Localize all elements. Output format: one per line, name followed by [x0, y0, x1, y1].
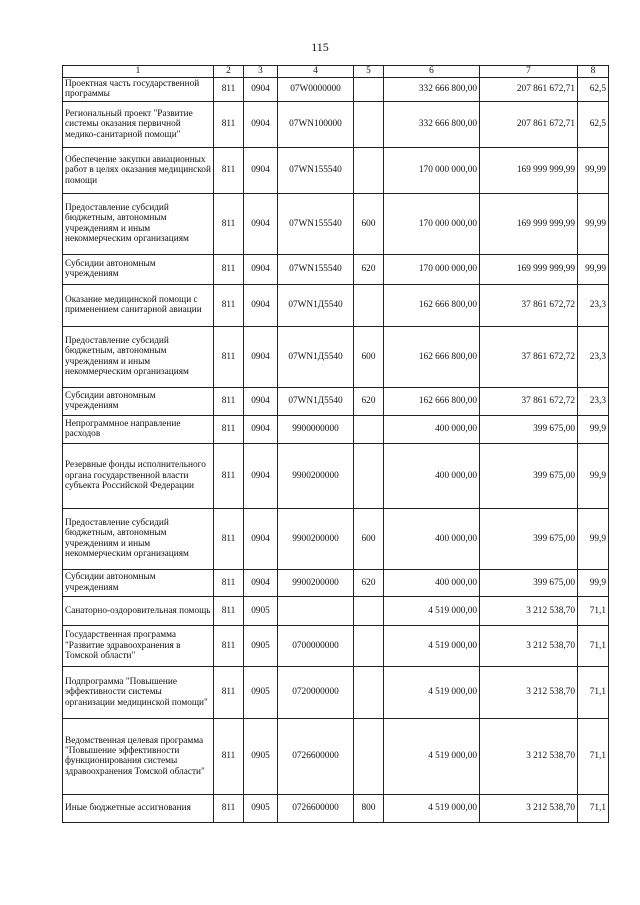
expense-type-cell: 600 [354, 508, 384, 569]
grbs-code-cell: 811 [214, 284, 244, 326]
plan-amount-cell: 400 000,00 [384, 569, 480, 596]
fact-amount-cell: 169 999 999,99 [480, 193, 578, 254]
grbs-code-cell: 811 [214, 508, 244, 569]
percent-cell: 62,5 [578, 78, 609, 102]
percent-cell: 71,1 [578, 596, 609, 625]
expense-type-cell: 600 [354, 193, 384, 254]
section-code-cell: 0904 [244, 254, 278, 284]
column-header: 7 [480, 66, 578, 78]
percent-cell: 23,3 [578, 326, 609, 387]
section-code-cell: 0904 [244, 415, 278, 443]
table-row [63, 147, 609, 193]
percent-cell: 23,3 [578, 284, 609, 326]
section-code-cell: 0905 [244, 794, 278, 822]
row-name-cell: Проектная часть государственной программы [63, 78, 214, 102]
fact-amount-cell: 3 212 538,70 [480, 794, 578, 822]
table-row [63, 794, 609, 822]
grbs-code-cell: 811 [214, 569, 244, 596]
fact-amount-cell: 3 212 538,70 [480, 625, 578, 666]
expense-type-cell [354, 596, 384, 625]
target-article-cell: 0726600000 [278, 794, 354, 822]
plan-amount-cell: 162 666 800,00 [384, 284, 480, 326]
expense-type-cell [354, 101, 384, 147]
grbs-code-cell: 811 [214, 101, 244, 147]
plan-amount-cell: 400 000,00 [384, 443, 480, 508]
expense-type-cell [354, 147, 384, 193]
table-row [63, 387, 609, 415]
fact-amount-cell: 169 999 999,99 [480, 254, 578, 284]
plan-amount-cell: 162 666 800,00 [384, 326, 480, 387]
target-article-cell: 07W0000000 [278, 78, 354, 102]
column-header: 5 [354, 66, 384, 78]
section-code-cell: 0904 [244, 508, 278, 569]
table-row [63, 101, 609, 147]
grbs-code-cell: 811 [214, 254, 244, 284]
section-code-cell: 0904 [244, 147, 278, 193]
grbs-code-cell: 811 [214, 625, 244, 666]
column-header: 2 [214, 66, 244, 78]
expense-type-cell [354, 443, 384, 508]
percent-cell: 71,1 [578, 794, 609, 822]
section-code-cell: 0905 [244, 625, 278, 666]
row-name-cell: Субсидии автономным учреждениям [63, 254, 214, 284]
section-code-cell: 0904 [244, 569, 278, 596]
percent-cell: 99,9 [578, 508, 609, 569]
table-row [63, 569, 609, 596]
grbs-code-cell: 811 [214, 718, 244, 794]
target-article-cell: 07WN100000 [278, 101, 354, 147]
row-name-cell: Субсидии автономным учреждениям [63, 569, 214, 596]
plan-amount-cell: 400 000,00 [384, 415, 480, 443]
percent-cell: 71,1 [578, 625, 609, 666]
row-name-cell: Региональный проект "Развитие системы оказания первичной медико-санитарной помощи" [63, 101, 214, 147]
plan-amount-cell: 4 519 000,00 [384, 794, 480, 822]
grbs-code-cell: 811 [214, 415, 244, 443]
grbs-code-cell: 811 [214, 443, 244, 508]
target-article-cell: 07WN155540 [278, 254, 354, 284]
row-name-cell: Подпрограмма "Повышение эффективности системы организации медицинской помощи" [63, 666, 214, 718]
plan-amount-cell: 170 000 000,00 [384, 147, 480, 193]
section-code-cell: 0904 [244, 284, 278, 326]
fact-amount-cell: 399 675,00 [480, 415, 578, 443]
plan-amount-cell: 4 519 000,00 [384, 666, 480, 718]
grbs-code-cell: 811 [214, 78, 244, 102]
row-name-cell: Санаторно-оздоровительная помощь [63, 596, 214, 625]
target-article-cell: 07WN1Д5540 [278, 326, 354, 387]
target-article-cell: 9900000000 [278, 415, 354, 443]
fact-amount-cell: 399 675,00 [480, 569, 578, 596]
section-code-cell: 0904 [244, 101, 278, 147]
page-number: 115 [311, 40, 329, 54]
percent-cell: 71,1 [578, 718, 609, 794]
percent-cell: 23,3 [578, 387, 609, 415]
table-row [63, 254, 609, 284]
section-code-cell: 0904 [244, 193, 278, 254]
section-code-cell: 0905 [244, 718, 278, 794]
target-article-cell: 0726600000 [278, 718, 354, 794]
column-header: 6 [384, 66, 480, 78]
target-article-cell: 07WN1Д5540 [278, 387, 354, 415]
column-header: 4 [278, 66, 354, 78]
table-row [63, 415, 609, 443]
column-header: 3 [244, 66, 278, 78]
target-article-cell: 07WN155540 [278, 193, 354, 254]
fact-amount-cell: 37 861 672,72 [480, 326, 578, 387]
plan-amount-cell: 4 519 000,00 [384, 625, 480, 666]
table-row [63, 625, 609, 666]
fact-amount-cell: 399 675,00 [480, 508, 578, 569]
grbs-code-cell: 811 [214, 794, 244, 822]
expense-type-cell [354, 625, 384, 666]
row-name-cell: Субсидии автономным учреждениям [63, 387, 214, 415]
target-article-cell: 0700000000 [278, 625, 354, 666]
percent-cell: 71,1 [578, 666, 609, 718]
table-row [63, 443, 609, 508]
plan-amount-cell: 4 519 000,00 [384, 718, 480, 794]
row-name-cell: Государственная программа "Развитие здравоохранения в Томской области" [63, 625, 214, 666]
grbs-code-cell: 811 [214, 387, 244, 415]
row-name-cell: Обеспечение закупки авиационных работ в целях оказания медицинской помощи [63, 147, 214, 193]
fact-amount-cell: 207 861 672,71 [480, 101, 578, 147]
grbs-code-cell: 811 [214, 193, 244, 254]
expense-type-cell: 620 [354, 387, 384, 415]
target-article-cell: 07WN155540 [278, 147, 354, 193]
grbs-code-cell: 811 [214, 147, 244, 193]
section-code-cell: 0904 [244, 78, 278, 102]
fact-amount-cell: 37 861 672,72 [480, 284, 578, 326]
table-row [63, 596, 609, 625]
target-article-cell: 07WN1Д5540 [278, 284, 354, 326]
column-header: 8 [578, 66, 609, 78]
row-name-cell: Оказание медицинской помощи с применением санитарной авиации [63, 284, 214, 326]
percent-cell: 99,99 [578, 254, 609, 284]
fact-amount-cell: 3 212 538,70 [480, 596, 578, 625]
expense-type-cell [354, 78, 384, 102]
fact-amount-cell: 37 861 672,72 [480, 387, 578, 415]
table-row [63, 193, 609, 254]
grbs-code-cell: 811 [214, 596, 244, 625]
expense-type-cell [354, 718, 384, 794]
row-name-cell: Иные бюджетные ассигнования [63, 794, 214, 822]
percent-cell: 99,9 [578, 569, 609, 596]
fact-amount-cell: 207 861 672,71 [480, 78, 578, 102]
table-header-row [63, 66, 609, 78]
expense-type-cell [354, 415, 384, 443]
row-name-cell: Предоставление субсидий бюджетным, автономным учреждениям и иным некоммерческим организациям [63, 326, 214, 387]
table-row [63, 666, 609, 718]
column-header: 1 [63, 66, 214, 78]
plan-amount-cell: 170 000 000,00 [384, 254, 480, 284]
table-row [63, 78, 609, 102]
section-code-cell: 0904 [244, 443, 278, 508]
row-name-cell: Предоставление субсидий бюджетным, автономным учреждениям и иным некоммерческим организациям [63, 508, 214, 569]
expense-type-cell [354, 666, 384, 718]
percent-cell: 99,99 [578, 147, 609, 193]
target-article-cell: 9900200000 [278, 508, 354, 569]
plan-amount-cell: 4 519 000,00 [384, 596, 480, 625]
section-code-cell: 0904 [244, 326, 278, 387]
row-name-cell: Ведомственная целевая программа "Повышение эффективности функционирования системы здравоохранения Томской области" [63, 718, 214, 794]
section-code-cell: 0905 [244, 596, 278, 625]
fact-amount-cell: 3 212 538,70 [480, 666, 578, 718]
fact-amount-cell: 3 212 538,70 [480, 718, 578, 794]
plan-amount-cell: 332 666 800,00 [384, 101, 480, 147]
expense-type-cell: 800 [354, 794, 384, 822]
section-code-cell: 0905 [244, 666, 278, 718]
plan-amount-cell: 170 000 000,00 [384, 193, 480, 254]
target-article-cell [278, 596, 354, 625]
table-row [63, 284, 609, 326]
grbs-code-cell: 811 [214, 326, 244, 387]
table-row [63, 326, 609, 387]
percent-cell: 99,9 [578, 415, 609, 443]
budget-table [62, 65, 609, 823]
fact-amount-cell: 169 999 999,99 [480, 147, 578, 193]
grbs-code-cell: 811 [214, 666, 244, 718]
target-article-cell: 0720000000 [278, 666, 354, 718]
expense-type-cell: 600 [354, 326, 384, 387]
target-article-cell: 9900200000 [278, 443, 354, 508]
percent-cell: 99,99 [578, 193, 609, 254]
fact-amount-cell: 399 675,00 [480, 443, 578, 508]
expense-type-cell: 620 [354, 254, 384, 284]
table-row [63, 508, 609, 569]
row-name-cell: Предоставление субсидий бюджетным, автономным учреждениям и иным некоммерческим организациям [63, 193, 214, 254]
target-article-cell: 9900200000 [278, 569, 354, 596]
table-row [63, 718, 609, 794]
expense-type-cell [354, 284, 384, 326]
expense-type-cell: 620 [354, 569, 384, 596]
row-name-cell: Резервные фонды исполнительного органа государственной власти субъекта Российской Федерации [63, 443, 214, 508]
plan-amount-cell: 400 000,00 [384, 508, 480, 569]
plan-amount-cell: 162 666 800,00 [384, 387, 480, 415]
section-code-cell: 0904 [244, 387, 278, 415]
percent-cell: 99,9 [578, 443, 609, 508]
plan-amount-cell: 332 666 800,00 [384, 78, 480, 102]
percent-cell: 62,5 [578, 101, 609, 147]
row-name-cell: Непрограммное направление расходов [63, 415, 214, 443]
